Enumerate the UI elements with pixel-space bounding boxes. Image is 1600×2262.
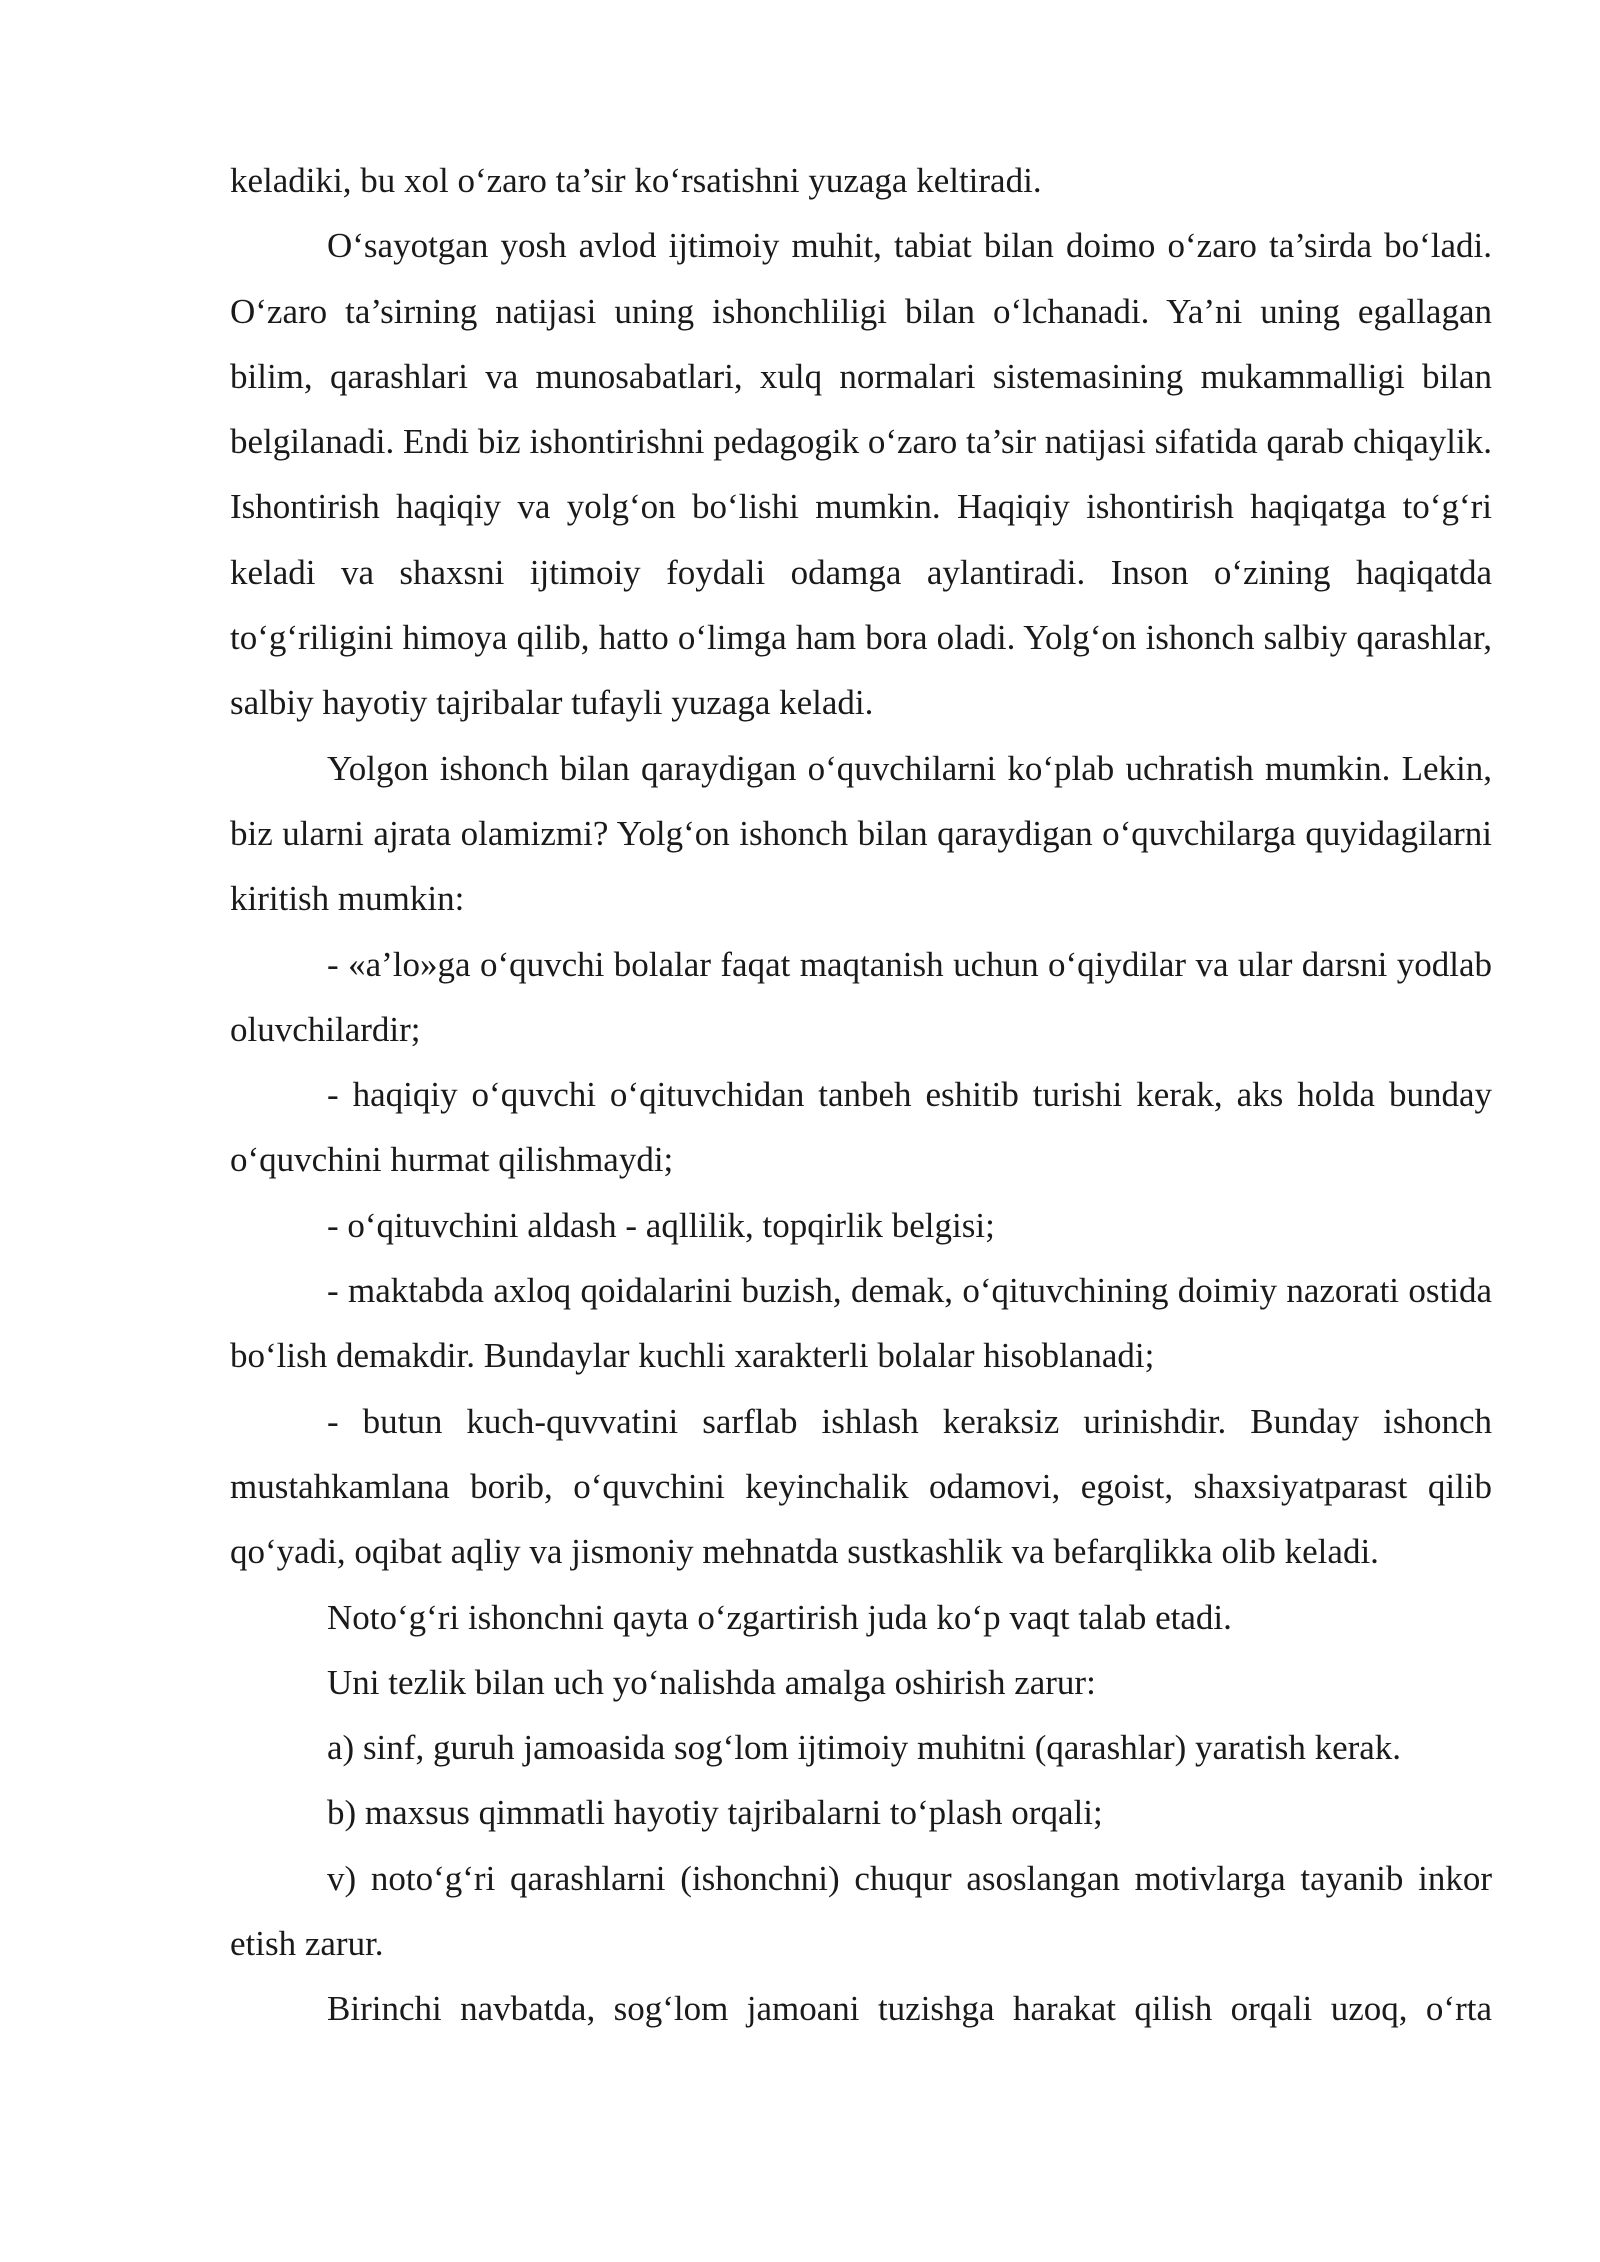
paragraph-changing-belief: Noto‘g‘ri ishonchni qayta o‘zgartirish juda ko‘p vaqt talab etadi. [327,1597,1232,1637]
list-item-b: b) maxsus qimmatli hayotiy tajribalarni to‘plash orqali; [327,1793,1103,1833]
list-item-a: a) sinf, guruh jamoasida sog‘lom ijtimoiy muhitni (qarashlar) yaratish kerak. [327,1728,1402,1768]
paragraph-first-priority: Birinchi navbatda, sog‘lom jamoani tuzishga harakat qilish orqali uzoq, o‘rta [327,1989,1492,2029]
list-item-breaking-rules: - maktabda axloq qoidalarini buzish, demak, o‘qituvchining doimiy nazorati ostida bo‘lish demakdir. Bundaylar kuchli xarakterli bolalar hisoblanadi; [230,1271,1492,1376]
paragraph-three-directions: Uni tezlik bilan uch yo‘nalishda amalga oshirish zarur: [327,1662,1096,1702]
paragraph-growing-generation: O‘sayotgan yosh avlod ijtimoiy muhit, tabiat bilan doimo o‘zaro ta’sirda bo‘ladi. O‘zaro ta’sirning natijasi uning ishonchliligi bilan o‘lchanadi. Ya’ni uning egallagan bilim, qarashlari va munosabatlari, xulq normalari sistemasining mukammalligi bilan belgilanadi. Endi biz ishontirishni pedagogik o‘zaro ta’sir natijasi sifatida qarab chiqaylik. Ishontirish haqiqiy va yolg‘on bo‘lishi mumkin. Haqiqiy ishontirish haqiqatga to‘g‘ri keladi va shaxsni ijtimoiy foydali odamga aylantiradi. Inson o‘zining haqiqatda to‘g‘riligini himoya qilib, hatto o‘limga ham bora oladi. Yolg‘on ishonch salbiy qarashlar, salbiy hayotiy tajribalar tufayli yuzaga keladi. [230,226,1492,723]
document-page [230,148,1492,2042]
list-item-useless-effort: - butun kuch-quvvatini sarflab ishlash keraksiz urinishdir. Bunday ishonch mustahkamlana borib, o‘quvchini keyinchalik odamovi, egoist, shaxsiyatparast qilib qo‘yadi, oqibat aqliy va jismoniy mehnatda sustkashlik va befarqlikka olib keladi. [230,1401,1492,1572]
paragraph-continuation: keladiki, bu xol o‘zaro ta’sir ko‘rsatishni yuzaga keltiradi. [230,161,1042,200]
list-item-excellent-students: - «a’lo»ga o‘quvchi bolalar faqat maqtanish uchun o‘qiydilar va ular darsni yodlab oluvchilardir; [230,944,1492,1049]
list-item-v: v) noto‘g‘ri qarashlarni (ishonchni) chuqur asoslangan motivlarga tayanib inkor etish zarur. [230,1858,1492,1964]
list-item-real-student: - haqiqiy o‘quvchi o‘qituvchidan tanbeh eshitib turishi kerak, aks holda bunday o‘quvchini hurmat qilishmaydi; [230,1075,1492,1180]
paragraph-false-belief: Yolgon ishonch bilan qaraydigan o‘quvchilarni ko‘plab uchratish mumkin. Lekin, biz ularni ajrata olamizmi? Yolg‘on ishonch bilan qaraydigan o‘quvchilarga quyidagilarni kiritish mumkin: [230,748,1492,919]
list-item-deceive-teacher: - o‘qituvchini aldash - aqllilik, topqirlik belgisi; [327,1205,995,1245]
